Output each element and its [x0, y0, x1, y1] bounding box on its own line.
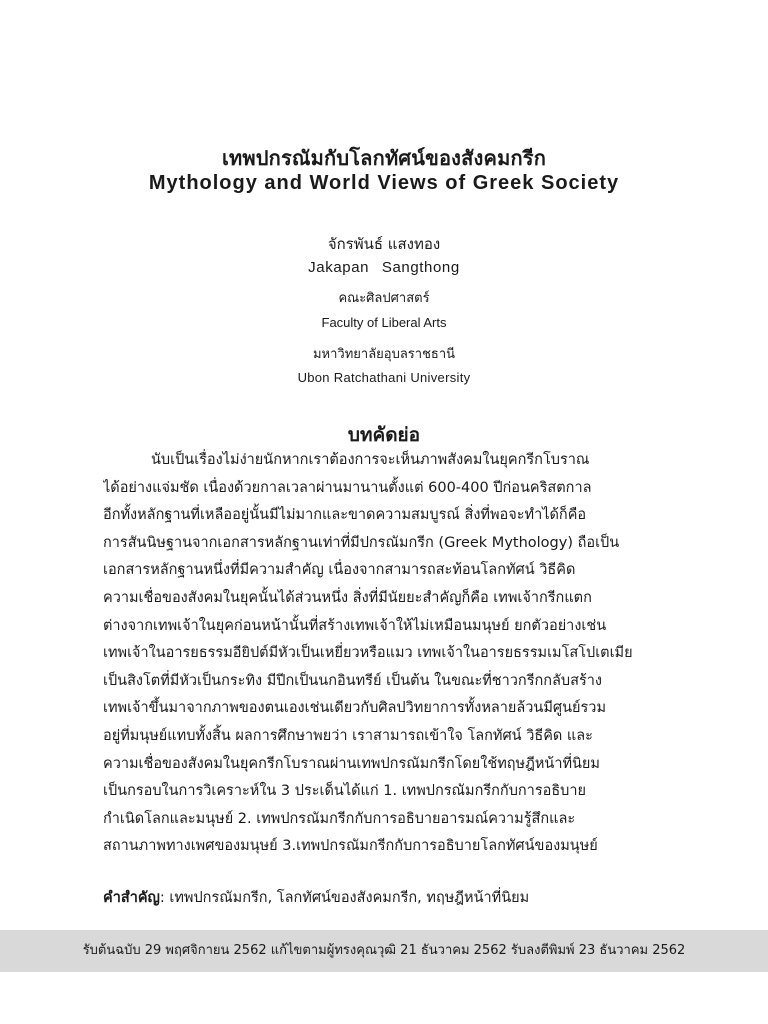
abstract-line: เทพเจ้าขึ้นมาจากภาพของตนเองเช่นเดียวกับศิลปวิทยาการทั้งหลายล้วนมีศูนย์รวม	[103, 700, 607, 717]
author-name-english: Jakapan Sangthong	[308, 259, 460, 276]
abstract-line: ความเชื่อของสังคมในยุคกรีกโบราณผ่านเทพปกรณัมกรีกโดยใช้ทฤษฎีหน้าที่นิยม	[103, 755, 600, 772]
abstract-line: ความเชื่อของสังคมในยุคนั้นได้ส่วนหนึ่ง สิ่งที่มีนัยยะสำคัญก็คือ เทพเจ้ากรีกแตก	[103, 589, 592, 606]
title-english: Mythology and World Views of Greek Society	[148, 172, 620, 194]
abstract-line: ต่างจากเทพเจ้าในยุคก่อนหน้านั้นที่สร้างเทพเจ้าให้ไม่เหมือนมนุษย์ ยกตัวอย่างเช่น	[103, 617, 607, 634]
title-thai: เทพปกรณัมกับโลกทัศน์ของสังคมกรีก	[221, 146, 547, 170]
author-name-thai: จักรพันธ์ แสงทอง	[327, 235, 441, 253]
abstract-line: เป็นสิงโตที่มีหัวเป็นกระทิง มีปีกเป็นนกอินทรีย์ เป็นต้น ในขณะที่ชาวกรีกกลับสร้าง	[103, 672, 602, 689]
abstract-line: ได้อย่างแจ่มชัด เนื่องด้วยกาลเวลาผ่านมานานตั้งแต่ 600-400 ปีก่อนคริสตกาล	[103, 479, 592, 496]
abstract-line: การสันนิษฐานจากเอกสารหลักฐานเท่าที่มีปกรณัมกรีก (Greek Mythology) ถือเป็น	[103, 534, 620, 551]
keywords	[103, 886, 703, 909]
keywords-text: เทพปกรณัมกรีก, โลกทัศน์ของสังคมกรีก, ทฤษฎีหน้าที่นิยม	[169, 890, 530, 906]
abstract-line: อยู่ที่มนุษย์แทบทั้งสิ้น ผลการศึกษาพยว่า เราสามารถเข้าใจ โลกทัศน์ วิธีคิด และ	[103, 727, 593, 744]
abstract-line: สถานภาพทางเพศของมนุษย์ 3.เทพปกรณัมกรีกกับการอธิบายโลกทัศน์ของมนุษย์	[103, 838, 598, 855]
university-english: Ubon Ratchathani University	[297, 370, 471, 385]
abstract-line: เป็นกรอบในการวิเคราะห์ใน 3 ประเด็นได้แก่ 1. เทพปกรณัมกรีกกับการอธิบาย	[103, 783, 587, 800]
faculty-english: Faculty of Liberal Arts	[321, 315, 447, 330]
faculty-thai: คณะศิลปศาสตร์	[338, 291, 430, 306]
submission-dates: รับต้นฉบับ 29 พฤศจิกายน 2562 แก้ไขตามผู้ทรงคุณวุฒิ 21 ธันวาคม 2562 รับลงตีพิมพ์ 23 ธันวาคม 2562	[82, 943, 686, 958]
abstract-body	[103, 447, 663, 861]
keywords-label: คำสำคัญ	[103, 890, 160, 906]
abstract-heading: บทคัดย่อ	[347, 424, 421, 446]
abstract-line: อีกทั้งหลักฐานที่เหลืออยู่นั้นมีไม่มากและขาดความสมบูรณ์ สิ่งที่พอจะทำได้ก็คือ	[103, 507, 587, 524]
abstract-line: นับเป็นเรื่องไม่ง่ายนักหากเราต้องการจะเห็นภาพสังคมในยุคกรีกโบราณ	[151, 452, 590, 468]
abstract-line: เทพเจ้าในอารยธรรมอียิปต์มีหัวเป็นเหยี่ยวหรือแมว เทพเจ้าในอารยธรรมเมโสโปเตเมีย	[103, 645, 633, 662]
abstract-line: กำเนิดโลกและมนุษย์ 2. เทพปกรณัมกรีกกับการอธิบายอารมณ์ความรู้สึกและ	[103, 810, 576, 827]
footer-band	[0, 930, 768, 972]
university-thai: มหาวิทยาลัยอุบลราชธานี	[312, 347, 456, 362]
keywords-separator: :	[159, 890, 170, 906]
abstract-line: เอกสารหลักฐานหนึ่งที่มีความสำคัญ เนื่องจากสามารถสะท้อนโลกทัศน์ วิธีคิด	[103, 562, 576, 579]
